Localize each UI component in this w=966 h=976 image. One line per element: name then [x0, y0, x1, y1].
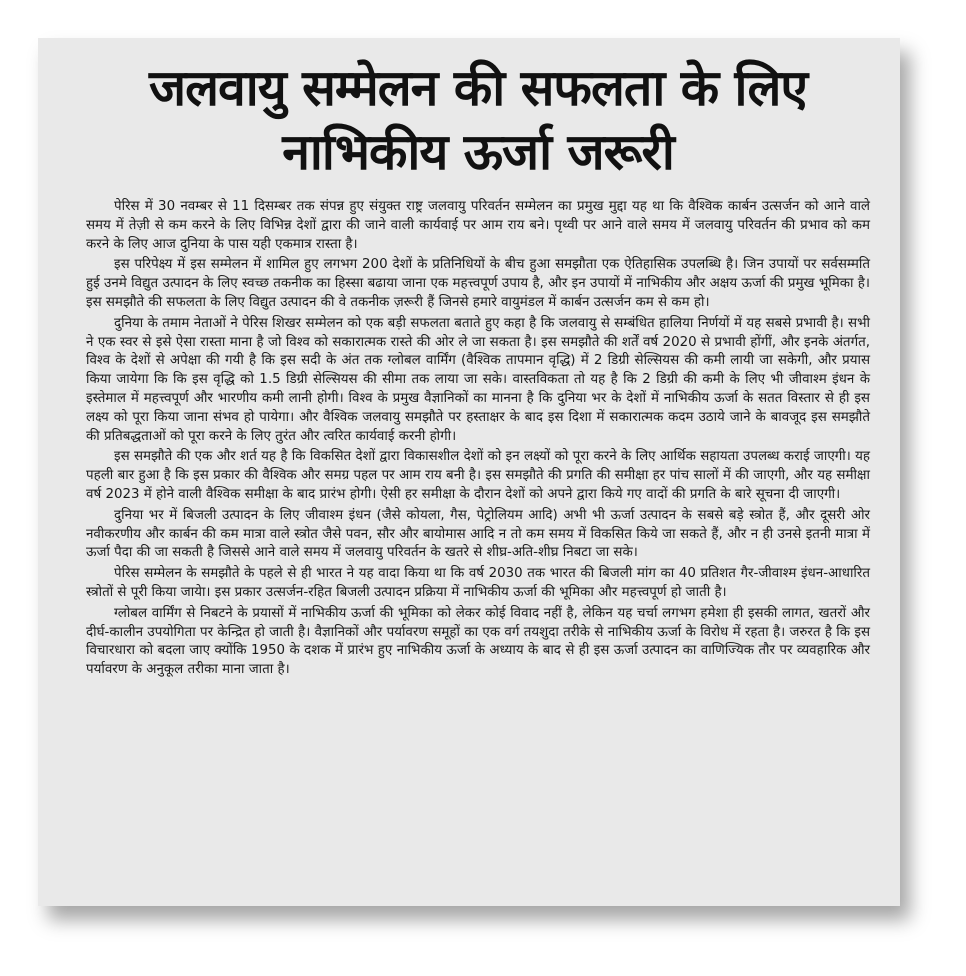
article-paragraph-4: इस समझौते की एक और शर्त यह है कि विकसित देशों द्वारा विकासशील देशों को इन लक्ष्यों को पूरा करने के लिए आर्थिक सहायता उपलब्ध कराई जाएगी। यह पहली बार हुआ है कि इस प्रकार की वैश्विक और समग्र पहल पर आम राय बनी है। इस समझौते की प्रगति की समीक्षा हर पांच सालों में की जाएगी, और यह समीक्षा वर्ष 2023 में होने वाली वैश्विक समीक्षा के बाद प्रारंभ होगी। ऐसी हर समीक्षा के दौरान देशों को अपने द्वारा किये गए वादों की प्रगति के बारे सूचना दी जाएगी।	[86, 449, 870, 502]
article-headline	[86, 56, 870, 184]
newspaper-clipping	[38, 38, 900, 906]
article-paragraph-1: पेरिस में 30 नवम्बर से 11 दिसम्बर तक संपन्न हुए संयुक्त राष्ट्र जलवायु परिवर्तन सम्मेलन का प्रमुख मुद्दा यह था कि वैश्विक कार्बन उत्सर्जन को आने वाले समय में तेज़ी से कम करने के लिए विभिन्न देशों द्वारा की जाने वाली कार्यवाई पर आम राय बने। पृथ्वी पर आने वाले समय में जलवायु परिवर्तन की प्रभाव को कम करने के लिए आज दुनिया के पास यही एकमात्र रास्ता है।	[86, 199, 870, 252]
article-paragraph-6: पेरिस सम्मेलन के समझौते के पहले से ही भारत ने यह वादा किया था कि वर्ष 2030 तक भारत की बिजली मांग का 40 प्रतिशत गैर-जीवाश्म इंधन-आधारित स्त्रोतों से पूरी किया जायेा। इस प्रकार उत्सर्जन-रहित बिजली उत्पादन प्रक्रिया में नाभिकीय ऊर्जा की भूमिका और महत्त्वपूर्ण हो जाती है।	[86, 566, 870, 600]
article-paragraph-2: इस परिपेक्ष्य में इस सम्मेलन में शामिल हुए लगभग 200 देशों के प्रतिनिधियों के बीच हुआ समझौता एक ऐतिहासिक उपलब्धि है। जिन उपायों पर सर्वसम्मति हुई उनमे विद्युत उत्पादन के लिए स्वच्छ तकनीक का हिस्सा बढाया जाना एक महत्त्वपूर्ण उपाय है, और इन उपायों में नाभिकीय और अक्षय ऊर्जा की प्रमुख भूमिका है। इस समझौते की सफलता के लिए विद्युत उत्पादन की वे तकनीक ज़रूरी हैं जिनसे हमारे वायुमंडल में कार्बन उत्सर्जन कम से कम हो।	[86, 257, 870, 310]
headline-line-1: जलवायु सम्मेलन की सफलता के लिए	[148, 59, 808, 117]
article-paragraph-3: दुनिया के तमाम नेताओं ने पेरिस शिखर सम्मेलन को एक बड़ी सफलता बताते हुए कहा है कि जलवायु से सम्बंधित हालिया निर्णयों में यह सबसे प्रभावी है। सभी ने एक स्वर से इसे ऐसा रास्ता माना है जो विश्व को सकारात्मक रास्ते की ओर ले जा सकता है। इस समझौते की शर्तें वर्ष 2020 से प्रभावी होंगीं, और इनके अंतर्गत, विश्व के देशों से अपेक्षा की गयी है कि इस सदी के अंत तक ग्लोबल वार्मिंग (वैश्विक तापमान वृद्धि) में 2 डिग्री सेल्सियस की कमी लायी जा सकेगी, और प्रयास किया जायेगा कि कि इस वृद्धि को 1.5 डिग्री सेल्सियस की सीमा तक लाया जा सके। वास्तविकता तो यह है कि 2 डिग्री की कमी के लिए भी जीवाश्म इंधन के इस्तेमाल में महत्त्वपूर्ण और भारणीय कमी लानी होगी। विश्व के प्रमुख वैज्ञानिकों का मानना है कि दुनिया भर के देशों में नाभिकीय ऊर्जा के सतत विस्तार से ही इस लक्ष्य को पूरा किया जाना संभव हो पायेगा। और वैश्विक जलवायु समझौते पर हस्ताक्षर के बाद इस दिशा में सकारात्मक कदम उठाये जाने के बावजूद इस समझौते की प्रतिबद्धताओं को पूरा करने के लिए तुरंत और त्वरित कार्यवाई करनी होगी।	[86, 315, 870, 444]
article-paragraph-7: ग्लोबल वार्मिंग से निबटने के प्रयासों में नाभिकीय ऊर्जा की भूमिका को लेकर कोई विवाद नहीं है, लेकिन यह चर्चा लगभग हमेशा ही इसकी लागत, खतरों और दीर्घ-कालीन उपयोगिता पर केन्द्रित हो जाती है। वैज्ञानिकों और पर्यावरण समूहों का एक वर्ग तयशुदा तरीके से नाभिकीय ऊर्जा के विरोध में रहता है। जरुरत है कि इस विचारधारा को बदला जाए क्योंकि 1950 के दशक में प्रारंभ हुए नाभिकीय ऊर्जा के अध्याय के बाद से ही इस ऊर्जा उत्पादन का वाणिज्यिक तौर पर व्यवहारिक और पर्यावरण के अनुकूल तरीका माना जाता है।	[86, 605, 870, 678]
headline-line-2: नाभिकीय ऊर्जा जरूरी	[282, 123, 674, 181]
article-body	[86, 198, 870, 680]
article-paragraph-5: दुनिया भर में बिजली उत्पादन के लिए जीवाश्म इंधन (जैसे कोयला, गैस, पेट्रोलियम आदि) अभी भी ऊर्जा उत्पादन के सबसे बड़े स्त्रोत हैं, और दूसरी ओर नवीकरणीय और कार्बन की कम मात्रा वाले स्त्रोत जैसे पवन, सौर और बायोमास आदि न तो कम समय में विकसित किये जा सकते हैं, और न ही उनसे इतनी मात्रा में ऊर्जा पैदा की जा सकती है जिससे आने वाले समय में जलवायु परिवर्तन के खतरे से शीघ्र-अति-शीघ्र निबटा जा सके।	[86, 507, 870, 561]
